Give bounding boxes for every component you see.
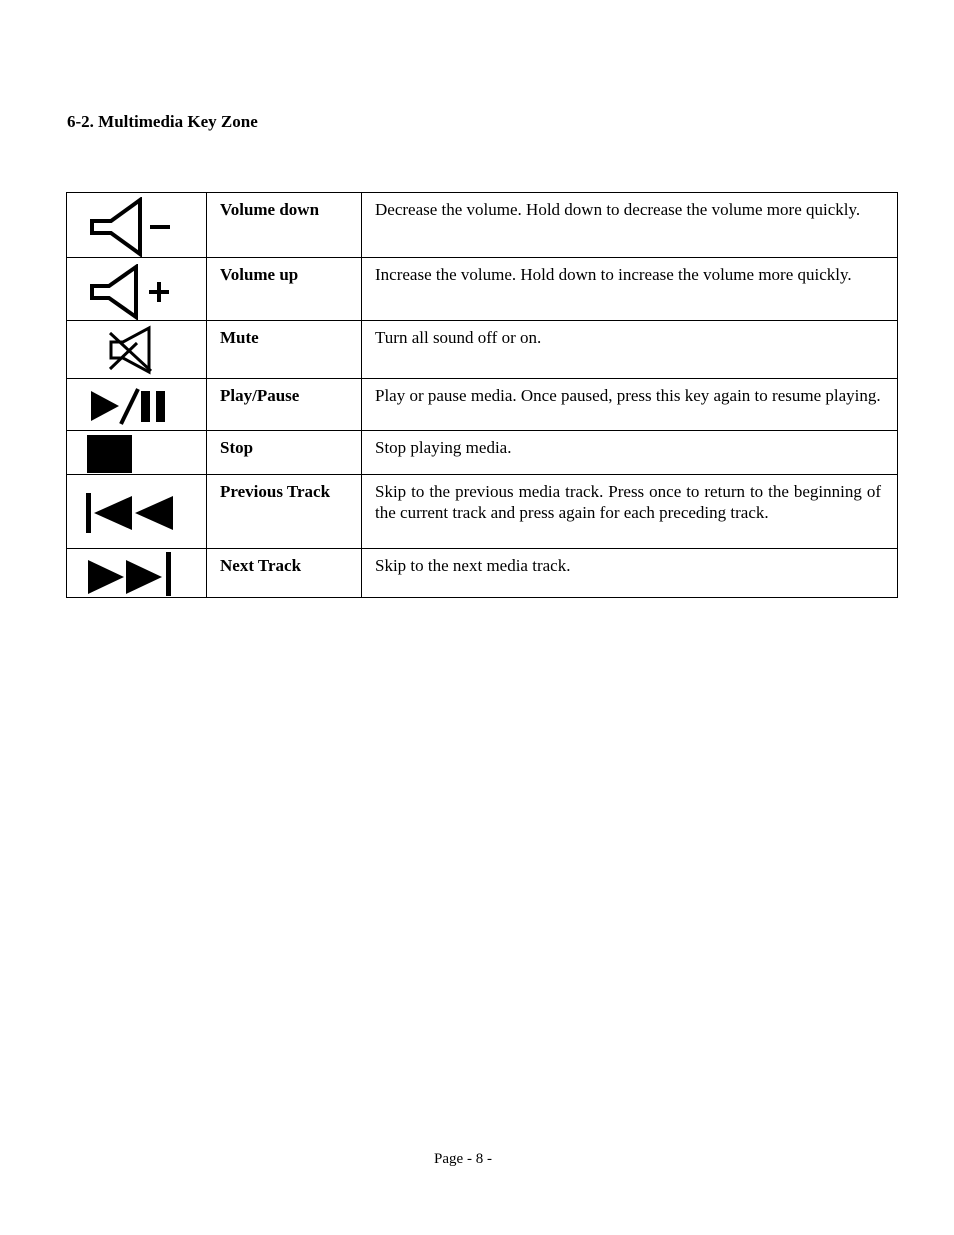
key-name: Next Track — [207, 549, 362, 598]
icon-cell — [67, 475, 207, 549]
key-name: Play/Pause — [207, 379, 362, 431]
table-row — [67, 431, 898, 475]
table-row — [67, 475, 898, 549]
key-description: Skip to the next media track. — [362, 549, 898, 598]
key-description: Increase the volume. Hold down to increase the volume more quickly. — [362, 258, 898, 321]
stop-icon — [87, 435, 133, 473]
table-row — [67, 379, 898, 431]
key-description: Play or pause media. Once paused, press this key again to resume playing. — [362, 379, 898, 431]
key-name: Previous Track — [207, 475, 362, 549]
section-heading: 6-2. Multimedia Key Zone — [67, 112, 258, 131]
icon-cell — [67, 379, 207, 431]
key-name: Stop — [207, 431, 362, 475]
volume-up-icon — [89, 264, 173, 320]
table-row — [67, 321, 898, 379]
previous-track-icon — [86, 493, 176, 533]
key-name: Mute — [207, 321, 362, 379]
volume-down-icon — [89, 197, 173, 257]
key-name: Volume down — [207, 193, 362, 258]
table-row — [67, 549, 898, 598]
next-track-icon — [86, 552, 176, 596]
table-row — [67, 258, 898, 321]
icon-cell — [67, 258, 207, 321]
key-description: Decrease the volume. Hold down to decrease the volume more quickly. — [362, 193, 898, 258]
icon-cell — [67, 431, 207, 475]
mute-icon — [107, 325, 157, 375]
icon-cell — [67, 321, 207, 379]
page-number: Page - 8 - — [434, 1151, 492, 1167]
table-row — [67, 193, 898, 258]
icon-cell — [67, 193, 207, 258]
key-description: Turn all sound off or on. — [362, 321, 898, 379]
key-name: Volume up — [207, 258, 362, 321]
play-pause-icon — [89, 386, 173, 426]
key-description: Stop playing media. — [362, 431, 898, 475]
icon-cell — [67, 549, 207, 598]
multimedia-keys-table — [66, 192, 898, 598]
key-description: Skip to the previous media track. Press once to return to the beginning of the current track and press again for each preceding track. — [362, 475, 898, 549]
